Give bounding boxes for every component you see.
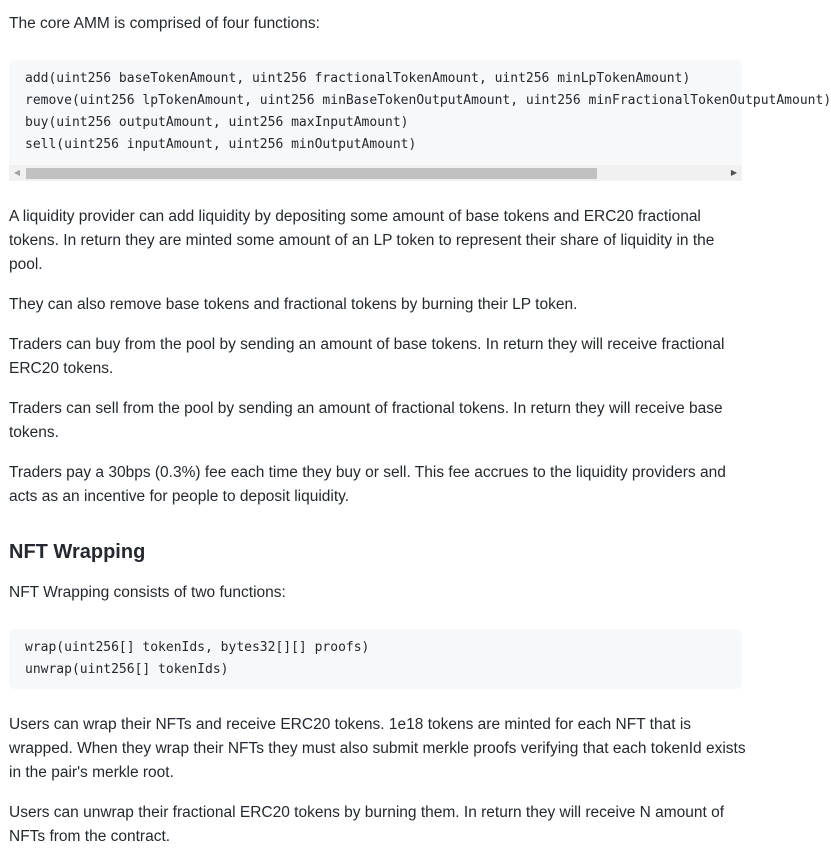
nft-code-block	[9, 629, 742, 689]
paragraph-add-liquidity: A liquidity provider can add liquidity by depositing some amount of base tokens and ERC20 fractional tokens. In return they are minted some amount of an LP token to represent their share of liquidity in the pool.	[9, 208, 715, 273]
code-line-wrap: wrap(uint256[] tokenIds, bytes32[][] proofs)	[25, 640, 370, 655]
scroll-left-arrow-icon[interactable]: ◀	[13, 168, 21, 177]
paragraph-wrap: Users can wrap their NFTs and receive ERC20 tokens. 1e18 tokens are minted for each NFT that is wrapped. When they wrap their NFTs they must also submit merkle proofs verifying that each tokenId exists in the pair's merkle root.	[9, 716, 746, 781]
code-line-buy: buy(uint256 outputAmount, uint256 maxInputAmount)	[25, 115, 409, 130]
paragraph-fee: Traders pay a 30bps (0.3%) fee each time they buy or sell. This fee accrues to the liquidity providers and acts as an incentive for people to deposit liquidity.	[9, 464, 726, 505]
nft-intro-text: NFT Wrapping consists of two functions:	[9, 584, 286, 601]
scroll-right-arrow-icon[interactable]: ▶	[730, 168, 738, 177]
section-heading-nft-wrapping: NFT Wrapping	[9, 541, 146, 563]
paragraph-buy: Traders can buy from the pool by sending an amount of base tokens. In return they will receive fractional ERC20 tokens.	[9, 336, 725, 377]
code-line-unwrap: unwrap(uint256[] tokenIds)	[25, 662, 229, 677]
code-line-remove: remove(uint256 lpTokenAmount, uint256 minBaseTokenOutputAmount, uint256 minFractionalTokenOutputAmount)	[25, 93, 831, 108]
amm-code-block	[9, 60, 831, 181]
paragraph-sell: Traders can sell from the pool by sending an amount of fractional tokens. In return they will receive base tokens.	[9, 400, 723, 441]
code-horizontal-scrollbar[interactable]	[9, 165, 742, 181]
scrollbar-thumb[interactable]	[26, 168, 597, 179]
intro-text: The core AMM is comprised of four functions:	[9, 15, 320, 32]
code-line-add: add(uint256 baseTokenAmount, uint256 fractionalTokenAmount, uint256 minLpTokenAmount)	[25, 71, 691, 86]
paragraph-remove-liquidity: They can also remove base tokens and fractional tokens by burning their LP token.	[9, 296, 578, 313]
paragraph-unwrap: Users can unwrap their fractional ERC20 tokens by burning them. In return they will receive N amount of NFTs from the contract.	[9, 804, 725, 845]
code-line-sell: sell(uint256 inputAmount, uint256 minOutputAmount)	[25, 137, 417, 152]
